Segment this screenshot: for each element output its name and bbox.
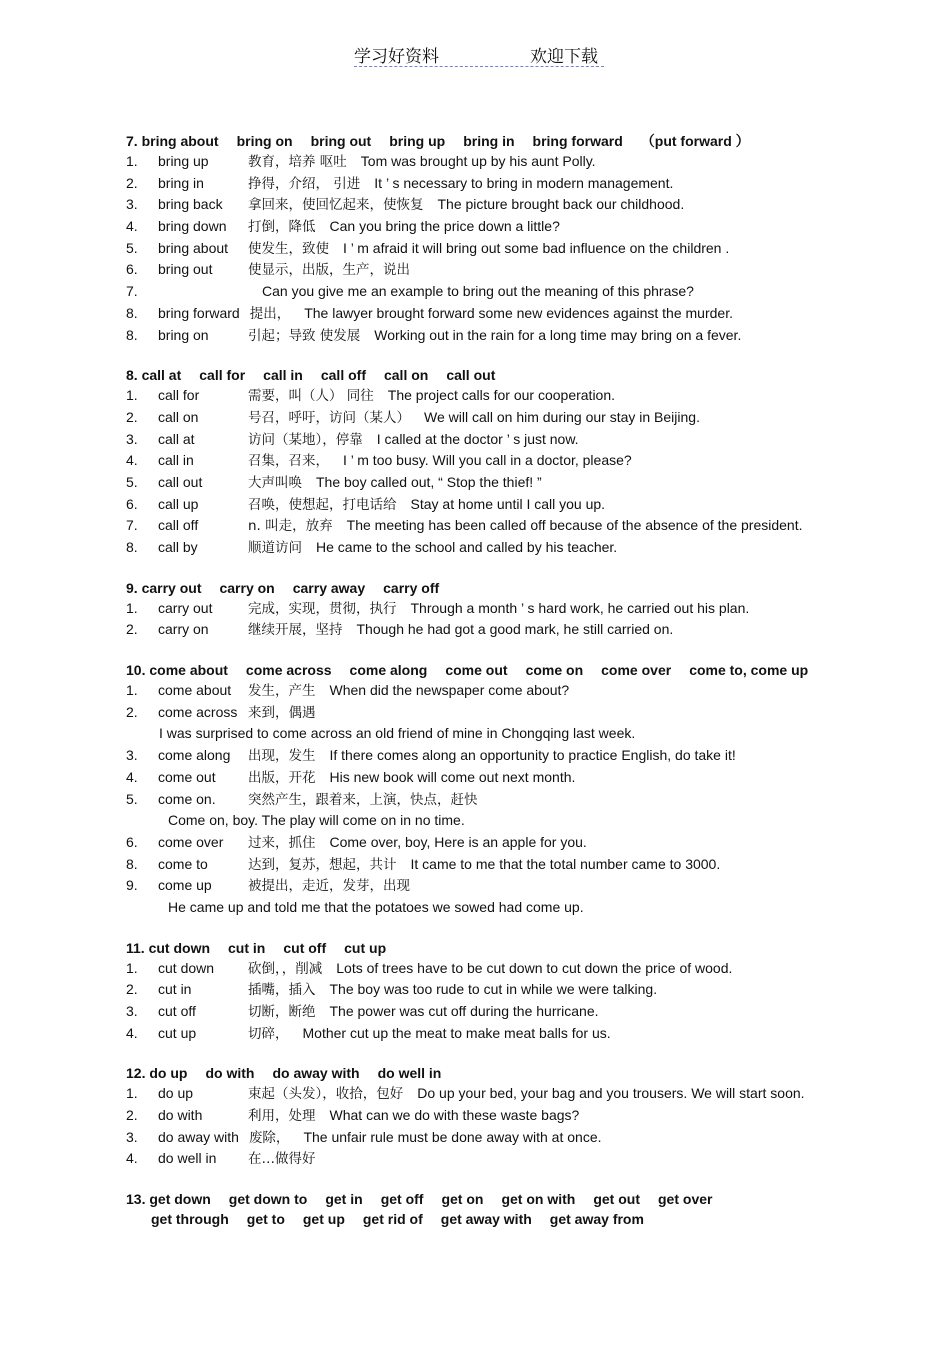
list-item	[126, 303, 846, 325]
list-item	[126, 173, 846, 195]
item-number: 1.	[126, 1085, 138, 1102]
chinese-meaning: 教育，培养 呕吐	[248, 154, 347, 170]
example-sentence: The boy was too rude to cut in while we were talking.	[329, 981, 658, 998]
list-item	[126, 979, 846, 1001]
phrase: bring down	[158, 218, 227, 235]
example-sentence: Can you bring the price down a little?	[329, 218, 560, 235]
list-item	[126, 429, 846, 451]
phrase: do up	[158, 1085, 194, 1102]
example-sentence: Tom was brought up by his aunt Polly.	[360, 153, 596, 169]
section-title-phrase: 12. do up	[126, 1065, 188, 1082]
section-title-phrase: call in	[263, 367, 303, 384]
example-sentence: I called at the doctor ’ s just now.	[376, 430, 579, 447]
item-number: 1.	[126, 682, 138, 699]
chinese-meaning: 需要，叫（人） 同往	[248, 388, 374, 405]
list-item	[126, 702, 846, 724]
chinese-meaning: 拿回来，使回忆起来，使恢复	[248, 197, 424, 214]
section-title-phrase: get off	[380, 1191, 424, 1208]
chinese-meaning: 打倒，降低	[248, 219, 316, 236]
phrase-section	[126, 1063, 846, 1170]
chinese-meaning: 来到，偶遇	[248, 704, 316, 721]
item-number: 2.	[126, 1107, 138, 1124]
section-title-phrase: carry off	[383, 579, 440, 596]
item-number: 6.	[126, 495, 138, 512]
section-title-phrase: 7. bring about	[126, 133, 219, 149]
list-item	[126, 598, 846, 620]
phrase: bring about	[158, 239, 229, 256]
phrase: call on	[158, 408, 199, 425]
chinese-meaning: 切碎，	[248, 1025, 289, 1042]
list-item	[126, 385, 846, 407]
list-item	[126, 1023, 846, 1045]
list-item	[126, 281, 846, 303]
chinese-meaning: n. 叫走，放弃	[248, 518, 333, 535]
example-sentence: It ’ s necessary to bring in modern management.	[374, 174, 674, 191]
section-title-phrase: carry on	[219, 579, 275, 596]
section-title-phrase: get through	[151, 1211, 229, 1228]
list-item	[126, 1001, 846, 1023]
example-sentence: Through a month ’ s hard work, he carried out his plan.	[410, 599, 750, 616]
item-number: 1.	[126, 153, 138, 169]
phrase: call in	[158, 452, 194, 469]
phrase: call by	[158, 539, 198, 555]
section-title-phrase: get over	[658, 1191, 713, 1208]
item-number: 2.	[126, 621, 138, 638]
list-item	[126, 450, 846, 472]
item-number: 4.	[126, 218, 138, 235]
chinese-meaning: 继续开展，坚持	[248, 622, 343, 639]
list-item	[126, 1127, 846, 1149]
example-sentence: If there comes along an opportunity to practice English, do take it!	[329, 747, 736, 764]
section-title	[126, 365, 846, 385]
section-title-phrase: cut off	[283, 939, 327, 956]
phrase-section	[126, 578, 846, 641]
phrase: come over	[158, 833, 224, 850]
list-item	[126, 259, 846, 281]
phrase: carry out	[158, 599, 213, 616]
phrase: bring in	[158, 174, 204, 191]
item-number: 8.	[126, 539, 138, 555]
chinese-meaning: 访问（某地），停靠	[248, 431, 363, 448]
item-number: 8.	[126, 326, 138, 343]
list-item	[126, 1105, 846, 1127]
section-title-phrase: 13. get down	[126, 1191, 211, 1208]
chinese-meaning: 提出，	[249, 305, 291, 322]
example-sentence: We will call on him during our stay in Beijing.	[424, 408, 700, 425]
example-sentence: Lots of trees have to be cut down to cut down the price of wood.	[336, 959, 733, 976]
item-number: 3.	[126, 1128, 138, 1145]
list-item	[126, 194, 846, 216]
phrase: do well in	[158, 1150, 217, 1167]
chinese-meaning: 召集，召来，	[248, 453, 329, 470]
item-number: 4.	[126, 1024, 138, 1041]
phrase: call up	[158, 495, 199, 512]
phrase: do away with	[158, 1128, 239, 1145]
example-sentence: Though he had got a good mark, he still carried on.	[356, 621, 674, 638]
section-title-phrase: bring forward	[532, 133, 623, 149]
chinese-meaning: 出现，发生	[248, 748, 316, 765]
list-item	[126, 745, 846, 767]
chinese-meaning: 被提出，走近，发芽，出现	[248, 878, 410, 895]
list-item	[126, 515, 846, 537]
example-sentence: Come on, boy. The play will come on in no time.	[168, 812, 465, 829]
chinese-meaning: 引起；导致 使发展	[248, 327, 361, 344]
list-item	[126, 407, 846, 429]
item-number: 5.	[126, 473, 138, 490]
example-sentence: The unfair rule must be done away with at once.	[303, 1128, 602, 1145]
section-title-phrase: cut up	[344, 939, 387, 956]
example-sentence: The boy called out, “ Stop the thief! ”	[316, 473, 542, 490]
section-title-phrase: come along	[349, 662, 428, 679]
section-title-phrase: get to	[246, 1211, 285, 1228]
chinese-meaning: 利用，处理	[248, 1108, 316, 1125]
chinese-meaning: 突然产生，跟着来，上演，快点，赶快	[248, 791, 478, 808]
list-item	[126, 810, 846, 832]
chinese-meaning: 使显示，出版，生产，说出	[248, 262, 410, 279]
phrase: cut up	[158, 1024, 197, 1041]
list-item	[126, 680, 846, 702]
section-title-phrase: get out	[593, 1191, 640, 1208]
chinese-meaning: 大声叫唤	[248, 474, 302, 491]
item-number: 5.	[126, 790, 138, 807]
phrase-list	[126, 131, 846, 1248]
item-number: 2.	[126, 703, 138, 720]
phrase: call out	[158, 473, 203, 490]
item-number: 1.	[126, 959, 138, 976]
chinese-meaning: 砍倒，，削减	[248, 960, 323, 977]
list-item	[126, 875, 846, 897]
phrase-section	[126, 938, 846, 1045]
section-title-phrase: bring out	[310, 133, 372, 149]
section-title	[126, 578, 846, 598]
chinese-meaning: 束起（头发），收拾，包好	[248, 1086, 404, 1103]
example-sentence: Working out in the rain for a long time may bring on a fever.	[374, 326, 742, 343]
item-number: 6.	[126, 833, 138, 850]
example-sentence: Come over, boy, Here is an apple for you.	[329, 833, 587, 850]
phrase: come about	[158, 682, 232, 699]
section-title-phrase: （put forward ）	[640, 133, 750, 149]
section-title-phrase: get on	[441, 1191, 484, 1208]
list-item	[126, 789, 846, 811]
example-sentence: The lawyer brought forward some new evidences against the murder.	[304, 304, 733, 321]
list-item	[126, 958, 846, 980]
item-number: 2.	[126, 174, 138, 191]
phrase: come across	[158, 703, 238, 720]
example-sentence: The meeting has been called off because of the absence of the president.	[346, 517, 803, 534]
chinese-meaning: 使发生，致使	[248, 240, 329, 257]
list-item	[126, 494, 846, 516]
header-left-text: 学习好资料	[354, 47, 439, 67]
section-title-phrase: 10. come about	[126, 662, 228, 679]
example-sentence: Stay at home until I call you up.	[410, 495, 606, 512]
phrase: bring forward	[158, 304, 240, 321]
section-title-continued	[126, 1209, 846, 1229]
list-item	[126, 832, 846, 854]
phrase: carry on	[158, 621, 209, 638]
section-title-phrase: do with	[205, 1065, 255, 1082]
chinese-meaning: 号召，呼吁，访问（某人）	[248, 409, 410, 426]
page-header	[354, 42, 604, 67]
chinese-meaning: 出版，开花	[248, 769, 316, 786]
example-sentence: The picture brought back our childhood.	[437, 196, 685, 213]
section-title-phrase: come on	[525, 662, 584, 679]
section-title	[126, 938, 846, 958]
section-title-phrase: carry away	[292, 579, 366, 596]
section-title-phrase: get rid of	[362, 1211, 423, 1228]
section-title-phrase: come across	[245, 662, 332, 679]
list-item	[126, 767, 846, 789]
example-sentence: I ’ m afraid it will bring out some bad influence on the children .	[343, 239, 730, 256]
example-sentence: I was surprised to come across an old friend of mine in Chongqing last week.	[159, 725, 636, 742]
chinese-meaning: 召唤，使想起，打电话给	[248, 496, 397, 513]
section-title-phrase: 11. cut down	[126, 939, 211, 956]
example-sentence: It came to me that the total number came to 3000.	[410, 855, 721, 872]
section-title-phrase: get up	[302, 1211, 345, 1228]
item-number: 3.	[126, 196, 138, 213]
example-sentence: His new book will come out next month.	[329, 768, 576, 785]
item-number: 3.	[126, 430, 138, 447]
phrase: call for	[158, 387, 200, 404]
section-title-phrase: come out	[445, 662, 508, 679]
section-title-phrase: bring in	[463, 133, 515, 149]
example-sentence: Mother cut up the meat to make meat balls for us.	[302, 1024, 611, 1041]
section-title-phrase: 9. carry out	[126, 579, 202, 596]
section-title-phrase: get in	[325, 1191, 363, 1208]
item-number: 7.	[126, 517, 138, 534]
phrase: call at	[158, 430, 195, 447]
phrase: come out	[158, 768, 216, 785]
header-right-text: 欢迎下载	[530, 47, 598, 67]
phrase: cut down	[158, 959, 215, 976]
item-number: 2.	[126, 408, 138, 425]
phrase: bring back	[158, 196, 223, 213]
section-title	[126, 660, 846, 680]
chinese-meaning: 切断，断绝	[248, 1004, 316, 1020]
chinese-meaning: 插嘴，插入	[248, 982, 316, 999]
phrase: call off	[158, 517, 199, 534]
list-item	[126, 238, 846, 260]
item-number: 6.	[126, 261, 138, 278]
item-number: 8.	[126, 855, 138, 872]
item-number: 1.	[126, 599, 138, 616]
phrase: come along	[158, 747, 231, 764]
section-title-phrase: do away with	[272, 1065, 360, 1082]
example-sentence: He came up and told me that the potatoes we sowed had come up.	[168, 898, 584, 915]
list-item	[126, 723, 846, 745]
phrase: bring up	[158, 153, 209, 169]
item-number: 4.	[126, 1150, 138, 1167]
item-number: 8.	[126, 304, 138, 321]
list-item	[126, 325, 846, 347]
section-title-phrase: come over	[601, 662, 672, 679]
chinese-meaning: 达到，复苏，想起，共计	[248, 856, 397, 873]
section-title-phrase: cut in	[228, 939, 266, 956]
example-sentence: I ’ m too busy. Will you call in a doctor, please?	[343, 452, 632, 469]
item-number: 4.	[126, 768, 138, 785]
section-title-phrase: get down to	[228, 1191, 308, 1208]
phrase: bring out	[158, 261, 213, 278]
section-title-phrase: do well in	[377, 1065, 442, 1082]
item-number: 3.	[126, 1003, 138, 1019]
item-number: 3.	[126, 747, 138, 764]
phrase: come up	[158, 877, 212, 894]
list-item	[126, 1083, 846, 1105]
list-item	[126, 472, 846, 494]
example-sentence: Can you give me an example to bring out the meaning of this phrase?	[262, 283, 694, 300]
list-item	[126, 1148, 846, 1170]
list-item	[126, 854, 846, 876]
section-title-phrase: 8. call at	[126, 367, 182, 384]
section-title-phrase: come to, come up	[689, 662, 809, 679]
chinese-meaning: 顺道访问	[248, 540, 302, 556]
item-number: 2.	[126, 981, 138, 998]
section-title	[126, 1189, 846, 1209]
list-item	[126, 216, 846, 238]
list-item	[126, 151, 846, 173]
item-number: 7.	[126, 283, 138, 300]
section-title-phrase: call out	[446, 367, 496, 384]
phrase: bring on	[158, 326, 209, 343]
section-title-phrase: call for	[199, 367, 246, 384]
section-title-phrase: get away from	[549, 1211, 644, 1228]
section-title	[126, 1063, 846, 1083]
phrase-section	[126, 1189, 846, 1229]
example-sentence: Do up your bed, your bag and you trousers. We will start soon.	[417, 1085, 805, 1102]
chinese-meaning: 发生，产生	[248, 683, 316, 700]
list-item	[126, 537, 846, 559]
phrase: cut off	[158, 1003, 196, 1019]
example-sentence: When did the newspaper come about?	[329, 682, 570, 699]
section-title-phrase: call off	[320, 367, 366, 384]
section-title-phrase: call on	[383, 367, 429, 384]
chinese-meaning: 挣得，介绍， 引进	[248, 175, 361, 192]
phrase-section	[126, 131, 846, 346]
item-number: 4.	[126, 452, 138, 469]
section-title	[126, 131, 846, 151]
section-title-phrase: get away with	[440, 1211, 532, 1228]
chinese-meaning: 在…做得好	[248, 1151, 316, 1168]
phrase: cut in	[158, 981, 192, 998]
chinese-meaning: 完成，实现，贯彻，执行	[248, 600, 397, 617]
phrase: come on.	[158, 790, 216, 807]
chinese-meaning: 过来，抓住	[248, 834, 316, 851]
item-number: 9.	[126, 877, 138, 894]
example-sentence: He came to the school and called by his teacher.	[316, 539, 618, 555]
list-item	[126, 897, 846, 919]
section-title-phrase: bring up	[389, 133, 446, 149]
list-item	[126, 619, 846, 641]
phrase-section	[126, 660, 846, 919]
section-title-phrase: get on with	[501, 1191, 576, 1208]
example-sentence: The project calls for our cooperation.	[387, 387, 616, 404]
phrase: come to	[158, 855, 208, 872]
example-sentence: What can we do with these waste bags?	[329, 1107, 580, 1124]
section-title-phrase: bring on	[236, 133, 293, 149]
chinese-meaning: 废除，	[248, 1129, 290, 1146]
phrase: do with	[158, 1107, 203, 1124]
phrase-section	[126, 365, 846, 559]
item-number: 5.	[126, 239, 138, 256]
example-sentence: The power was cut off during the hurricane.	[329, 1003, 599, 1019]
item-number: 1.	[126, 387, 138, 404]
